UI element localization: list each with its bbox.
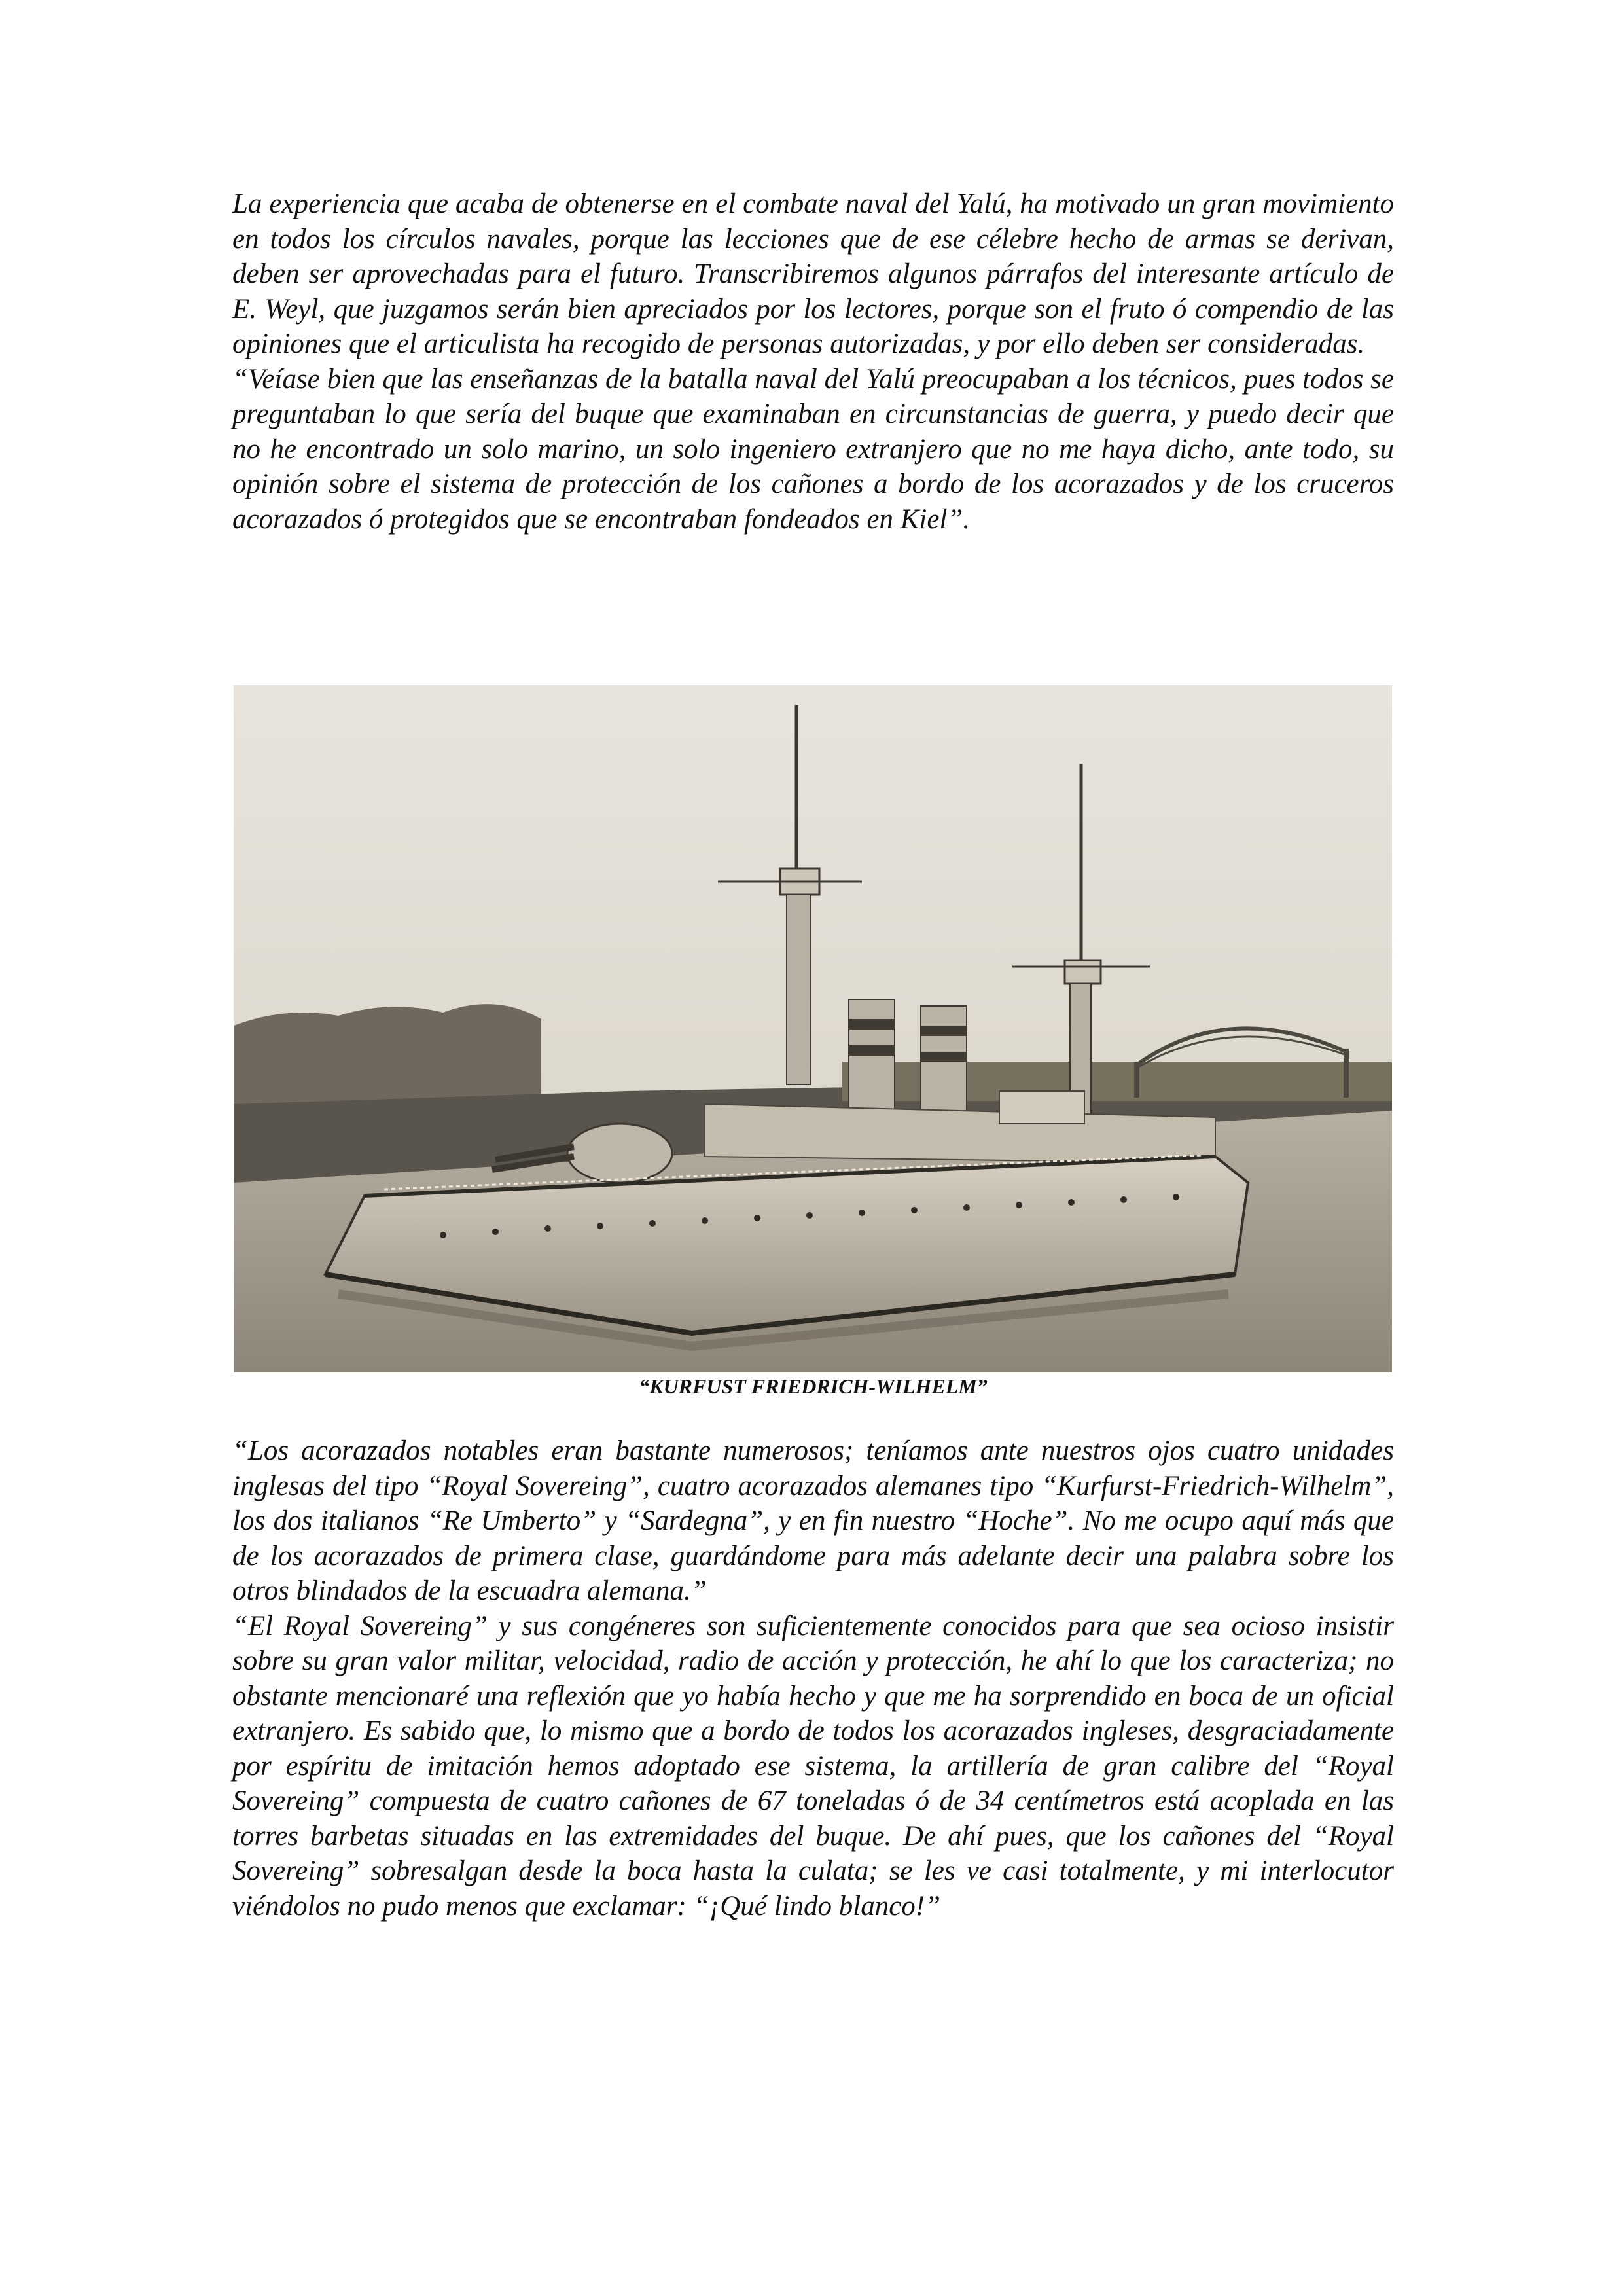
body-text [232,1433,1394,1924]
battleship-photo [234,685,1392,1372]
intro-paragraph-1: La experiencia que acaba de obtenerse en el combate naval del Yalú, ha motivado un gran movimiento en todos los círculos navales, porque las lecciones que de ese célebre hecho de armas se derivan, deben ser aprovechadas para el futuro. Transcribiremos algunos párrafos del interesante artículo de E. Weyl, que juzgamos serán bien apreciados por los lectores, porque son el fruto ó compendio de las opiniones que el articulista ha recogido de personas autorizadas, y por ello deben ser consideradas. [232,188,1394,359]
body-paragraph-2: “El Royal Sovereing” y sus congéneres son suficientemente conocidos para que sea ocioso insistir sobre su gran valor militar, velocidad, radio de acción y protección, he ahí lo que los caracteriza; no obstante mencionaré una reflexión que yo había hecho y que me ha sorprendido en boca de un oficial extranjero. Es sabido que, lo mismo que a bordo de todos los acorazados ingleses, desgraciadamente por espíritu de imitación hemos adoptado ese sistema, la artillería de gran calibre del “Royal Sovereing” compuesta de cuatro cañones de 67 toneladas ó de 34 centímetros está acoplada en las torres barbetas situadas en las extremidades del buque. De ahí pues, que los cañones del “Royal Sovereing” sobresalgan desde la boca hasta la culata; se les ve casi totalmente, y mi interlocutor viéndolos no pudo menos que exclamar: “¡Qué lindo blanco!” [232,1610,1394,1922]
body-paragraph-1: “Los acorazados notables eran bastante numerosos; teníamos ante nuestros ojos cuatro unidades inglesas del tipo “Royal Sovereing”, cuatro acorazados alemanes tipo “Kurfurst-Friedrich-Wilhelm”, los dos italianos “Re Umberto” y “Sardegna”, y en fin nuestro “Hoche”. No me ocupo aquí más que de los acorazados de primera clase, guardándome para más adelante decir una palabra sobre los otros blindados de la escuadra alemana.” [232,1435,1394,1606]
photo-caption: “KURFUST FRIEDRICH-WILHELM” [639,1374,988,1398]
battleship-illustration [234,685,1392,1372]
intro-paragraph-2: “Veíase bien que las enseñanzas de la batalla naval del Yalú preocupaban a los técnicos, pues todos se preguntaban lo que sería del buque que examinaban en circunstancias de guerra, y puedo decir que no he encontrado un solo marino, un solo ingeniero extranjero que no me haya dicho, ante todo, su opinión sobre el sistema de protección de los cañones a bordo de los acorazados y de los cruceros acorazados ó protegidos que se encontraban fondeados en Kiel”. [232,363,1394,535]
intro-text [232,187,1394,537]
